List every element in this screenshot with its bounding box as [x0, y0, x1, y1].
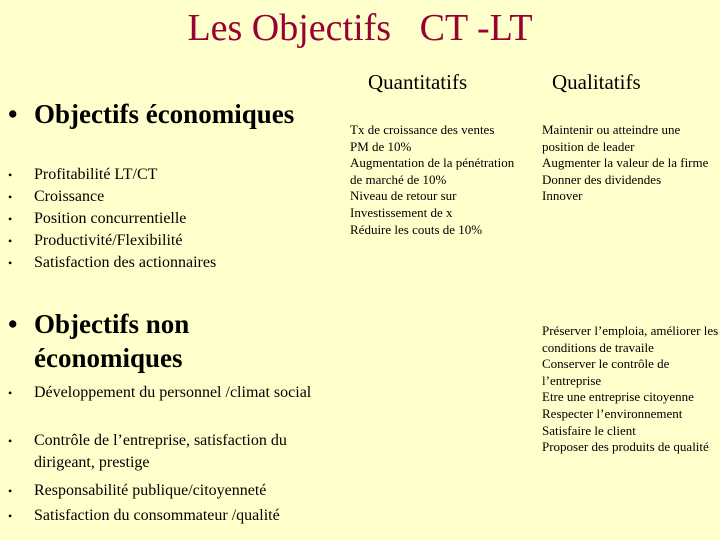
qualitatifs-non-economiques-list	[542, 323, 720, 456]
list-item: Respecter l’environnement	[542, 405, 683, 421]
bullet-icon: •	[8, 309, 18, 339]
list-item: Proposer des produits de qualité	[542, 439, 709, 455]
column-head-quantitatifs: Quantitatifs	[368, 70, 468, 94]
bullet-icon: •	[8, 234, 13, 248]
qualitatifs-economiques-list	[542, 122, 720, 205]
slide-title: Les Objectifs CT -LT	[187, 7, 533, 49]
list-item: Conserver le contrôle de l’entreprise	[542, 356, 670, 388]
list-item: Niveau de retour sur Investissement de x	[350, 188, 457, 220]
list-item: Etre une entreprise citoyenne	[542, 389, 694, 405]
list-item: Augmentation de la pénétration de marché de 10%	[350, 155, 515, 187]
bullet-icon: •	[8, 484, 13, 498]
list-item: Tx de croissance des ventes	[350, 122, 495, 137]
bullet-icon: •	[8, 99, 18, 129]
bullet-icon: •	[8, 212, 13, 226]
bullet-icon: •	[8, 509, 13, 523]
column-head-qualitatifs: Qualitatifs	[552, 70, 641, 94]
list-item: Satisfaire le client	[542, 422, 636, 438]
list-item: PM de 10%	[350, 138, 412, 154]
bullet-icon: •	[8, 386, 13, 400]
list-item: Maintenir ou atteindre une position de leader	[542, 122, 681, 154]
bullet-icon: •	[8, 434, 13, 448]
bullet-icon: •	[8, 190, 13, 204]
list-item: Innover	[542, 188, 583, 204]
list-item: Donner des dividendes	[542, 171, 662, 187]
bullet-icon: •	[8, 168, 13, 182]
list-item: Réduire les couts de 10%	[350, 221, 483, 237]
quantitatifs-list	[350, 122, 520, 238]
bullet-icon: •	[8, 256, 13, 270]
list-item: Préserver l’emploia, améliorer les conditions de travaile	[542, 323, 719, 355]
list-item: Augmenter la valeur de la firme	[542, 155, 709, 171]
